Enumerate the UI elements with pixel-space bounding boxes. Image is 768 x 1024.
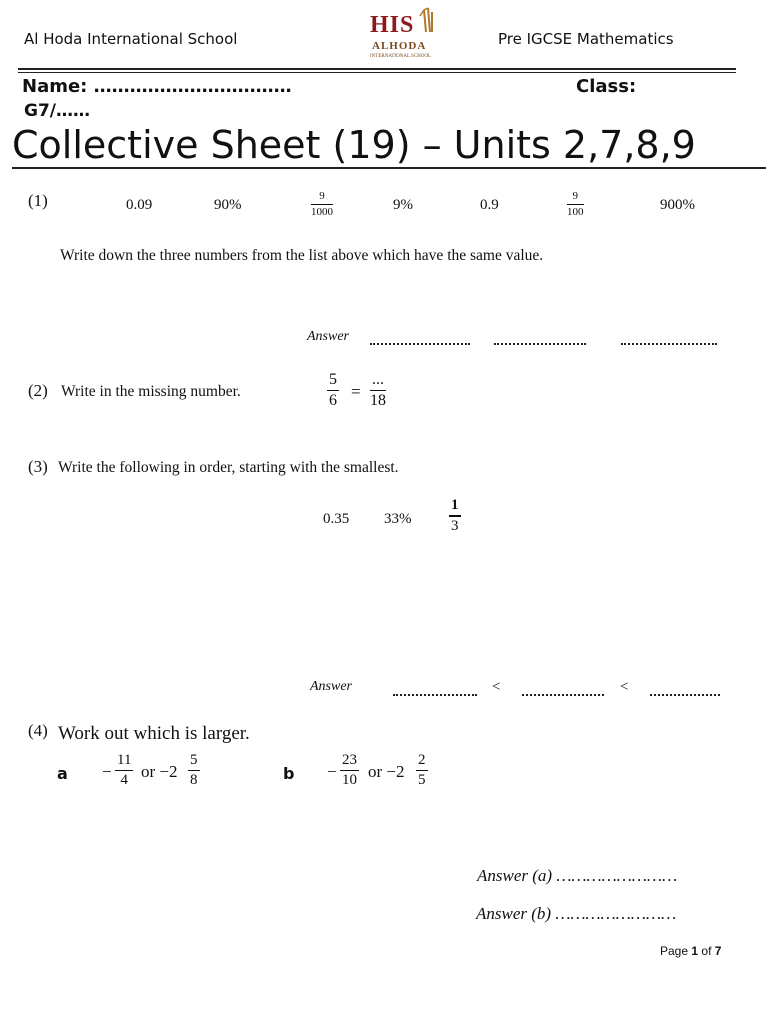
q4-instruction: Work out which is larger. bbox=[58, 723, 250, 744]
q3-answer-blank-2[interactable] bbox=[522, 694, 604, 696]
logo-text: HIS bbox=[370, 12, 415, 38]
q4-a-mixed-den: 8 bbox=[190, 772, 198, 788]
q3-value-2: 33% bbox=[384, 511, 412, 527]
school-logo bbox=[366, 6, 438, 64]
q3-value-1: 0.35 bbox=[323, 511, 350, 527]
q3-answer-label: Answer bbox=[310, 679, 352, 694]
header-rule-top bbox=[18, 68, 736, 70]
q3-instruction: Write the following in order, starting with the smallest. bbox=[58, 459, 399, 476]
q4-b-fraction bbox=[340, 753, 359, 788]
q1-answer-blank-2[interactable] bbox=[494, 343, 586, 345]
q1-answer-label: Answer bbox=[307, 329, 349, 344]
q1-item-c-num: 9 bbox=[319, 190, 325, 202]
q1-instruction: Write down the three numbers from the list above which have the same value. bbox=[60, 247, 544, 264]
q4-b-mixed-num: 2 bbox=[418, 752, 426, 768]
q3-answer-blank-1[interactable] bbox=[393, 694, 477, 696]
q1-item-f-num: 9 bbox=[572, 190, 578, 202]
q4-a-den: 4 bbox=[120, 772, 128, 788]
q1-answer-blank-3[interactable] bbox=[621, 343, 717, 345]
q3-number: (3) bbox=[28, 457, 48, 476]
q1-item-f-den: 100 bbox=[567, 206, 584, 218]
q4-a-fraction bbox=[115, 753, 133, 788]
q3-value-3-num: 1 bbox=[451, 497, 459, 513]
q1-number: (1) bbox=[28, 191, 48, 210]
q4-b-mixed-den: 5 bbox=[418, 772, 426, 788]
q1-item-d: 9% bbox=[393, 197, 413, 213]
q1-answer-blank-1[interactable] bbox=[370, 343, 470, 345]
q2-rhs-fraction[interactable] bbox=[370, 372, 386, 409]
q1-item-a: 0.09 bbox=[126, 197, 153, 213]
q1-item-f bbox=[567, 191, 584, 218]
page-of: of bbox=[701, 944, 712, 958]
q4-number: (4) bbox=[28, 721, 48, 740]
page-title: Collective Sheet (19) – Units 2,7,8,9 bbox=[12, 123, 696, 167]
q1-item-e: 0.9 bbox=[480, 197, 499, 213]
q3-less-than-1: < bbox=[492, 679, 501, 695]
q4-a-num: 11 bbox=[117, 752, 132, 768]
title-underline bbox=[12, 167, 766, 169]
q4-b-or: or −2 bbox=[368, 762, 405, 781]
q4-answer-a[interactable]: Answer (a) …………………… bbox=[477, 866, 678, 885]
q3-less-than-2: < bbox=[620, 679, 629, 695]
q1-item-c bbox=[311, 191, 333, 218]
q4-b-num: 23 bbox=[342, 752, 357, 768]
q2-rhs-den: 18 bbox=[370, 392, 386, 409]
q2-lhs-num: 5 bbox=[329, 371, 337, 388]
header-rule-bottom bbox=[18, 72, 736, 73]
q4-b-den: 10 bbox=[342, 772, 357, 788]
school-name: Al Hoda International School bbox=[24, 30, 238, 48]
logo-small-text: INTERNATIONAL SCHOOL bbox=[370, 54, 432, 59]
class-field[interactable]: G7/…… bbox=[24, 101, 90, 121]
q4-b-minus: − bbox=[327, 762, 337, 781]
page-total: 7 bbox=[714, 944, 722, 958]
q4-a-mixed-num: 5 bbox=[190, 752, 198, 768]
page-number bbox=[660, 944, 721, 958]
q4-a-or: or −2 bbox=[141, 762, 178, 781]
q4-part-a-label: a bbox=[57, 764, 68, 783]
q3-value-3 bbox=[449, 498, 461, 534]
name-field[interactable]: Name: …………………………… bbox=[22, 76, 292, 97]
class-label: Class: bbox=[576, 76, 637, 97]
q2-lhs-fraction bbox=[327, 372, 339, 409]
q4-a-mixed-fraction bbox=[188, 753, 200, 788]
page-current: 1 bbox=[691, 944, 699, 958]
q4-a-minus: − bbox=[102, 762, 112, 781]
q4-part-b-label: b bbox=[283, 764, 295, 783]
q2-number: (2) bbox=[28, 381, 48, 400]
q3-answer-blank-3[interactable] bbox=[650, 694, 720, 696]
q2-rhs-num-blank[interactable]: ... bbox=[372, 371, 384, 388]
q4-b-mixed-fraction bbox=[416, 753, 428, 788]
q1-item-c-den: 1000 bbox=[311, 206, 333, 218]
q3-value-3-den: 3 bbox=[451, 518, 459, 534]
logo-subtext: ALHODA bbox=[372, 40, 427, 52]
q1-item-b: 90% bbox=[214, 197, 242, 213]
q2-lhs-den: 6 bbox=[329, 392, 337, 409]
q1-item-g: 900% bbox=[660, 197, 695, 213]
q2-equals: = bbox=[351, 382, 361, 401]
page-word: Page bbox=[660, 944, 689, 958]
subject-name: Pre IGCSE Mathematics bbox=[498, 30, 674, 48]
q4-answer-b[interactable]: Answer (b) …………………… bbox=[476, 904, 677, 923]
q2-instruction: Write in the missing number. bbox=[61, 383, 241, 400]
